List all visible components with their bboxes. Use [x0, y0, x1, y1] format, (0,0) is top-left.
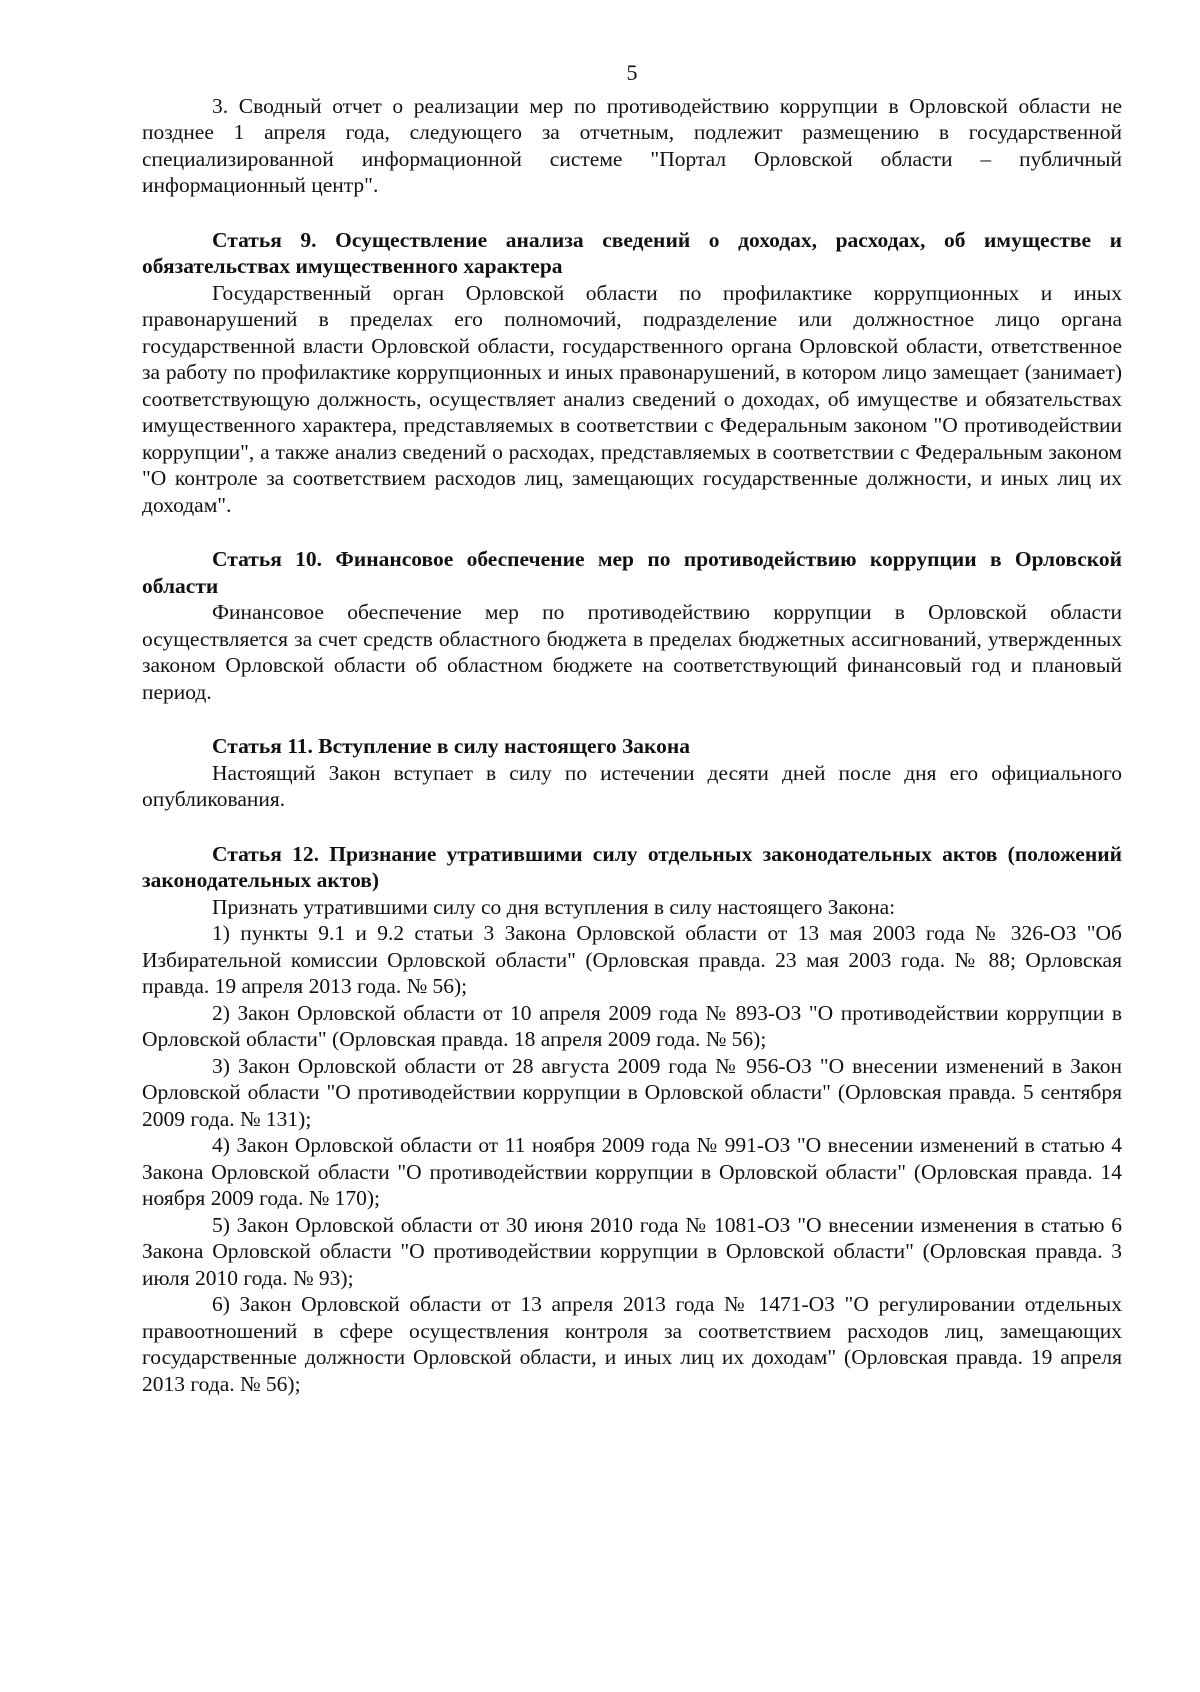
list-item: 3) Закон Орловской области от 28 августа 2009 года № 956-ОЗ "О внесении изменений в Закон Орловской области "О противодействии коррупции в Орловской области" (Орловская правда. 5 сентября 2009 года. № 131);	[142, 1053, 1122, 1131]
article-title: Статья 10. Финансовое обеспечение мер по противодействию коррупции в Орловской области	[142, 547, 1122, 598]
list-item: 4) Закон Орловской области от 11 ноября 2009 года № 991-ОЗ "О внесении изменений в статью 4 Закона Орловской области "О противодействии коррупции в Орловской области" (Орловская правда. 14 ноября 2009 года. № 170);	[142, 1133, 1122, 1210]
article-11	[142, 733, 1122, 813]
list-item: 5) Закон Орловской области от 30 июня 2010 года № 1081-ОЗ "О внесении изменения в статью 6 Закона Орловской области "О противодействии коррупции в Орловской области" (Орловская правда. 3 июля 2010 года. № 93);	[142, 1212, 1122, 1290]
article-9	[142, 227, 1122, 519]
article-title: Статья 11. Вступление в силу настоящего Закона	[212, 734, 691, 758]
list-item: 6) Закон Орловской области от 13 апреля 2013 года № 1471-ОЗ "О регулировании отдельных правоотношений в сфере осуществления контроля за соответствием расходов лиц, замещающих государственные должности Орловской области, и иных лиц их доходам" (Орловская правда. 19 апреля 2013 года. № 56);	[142, 1292, 1122, 1396]
article-paragraph: Государственный орган Орловской области по профилактике коррупционных и иных правонарушений в пределах его полномочий, подразделение или должностное лицо органа государственной власти Орловской области, государственного органа Орловской области, ответственное за работу по профилактике коррупционных и иных правонарушений, в котором лицо замещает (занимает) соответствующую должность, осуществляет анализ сведений о доходах, об имуществе и обязательствах имущественного характера, представляемых в соответствии с Федеральным законом "О противодействии коррупции", а также анализ сведений о расходах, представляемых в соответствии с Федеральным законом "О контроле за соответствием расходов лиц, замещающих государственные должности, и иных лиц их доходам".	[142, 280, 1122, 517]
list-item: 2) Закон Орловской области от 10 апреля 2009 года № 893-ОЗ "О противодействии коррупции в Орловской области" (Орловская правда. 18 апреля 2009 года. № 56);	[142, 1000, 1122, 1051]
article-title: Статья 12. Признание утратившими силу отдельных законодательных актов (положений законодательных актов)	[142, 841, 1122, 892]
article-10	[142, 546, 1122, 705]
article-paragraph: Настоящий Закон вступает в силу по истечении десяти дней после дня его официального опубликования.	[142, 760, 1122, 811]
article-title: Статья 9. Осуществление анализа сведений о доходах, расходах, об имуществе и обязательствах имущественного характера	[142, 227, 1122, 278]
article-paragraph: Признать утратившими силу со дня вступления в силу настоящего Закона:	[212, 894, 896, 919]
intro-paragraph: 3. Сводный отчет о реализации мер по противодействию коррупции в Орловской области не позднее 1 апреля года, следующего за отчетным, подлежит размещению в государственной специализированной информационной системе "Портал Орловской области – публичный информационный центр".	[142, 93, 1122, 197]
document-body	[142, 60, 1122, 1397]
article-paragraph: Финансовое обеспечение мер по противодействию коррупции в Орловской области осуществляется за счет средств областного бюджета в пределах бюджетных ассигнований, утвержденных законом Орловской области об областном бюджете на соответствующий финансовый год и плановый период.	[142, 600, 1122, 704]
article-12	[142, 841, 1122, 1398]
list-item: 1) пункты 9.1 и 9.2 статьи 3 Закона Орловской области от 13 мая 2003 года № 326-ОЗ "Об Избирательной комиссии Орловской области" (Орловская правда. 23 мая 2003 года. № 88; Орловская правда. 19 апреля 2013 года. № 56);	[142, 921, 1122, 998]
page-number: 5	[626, 60, 638, 85]
